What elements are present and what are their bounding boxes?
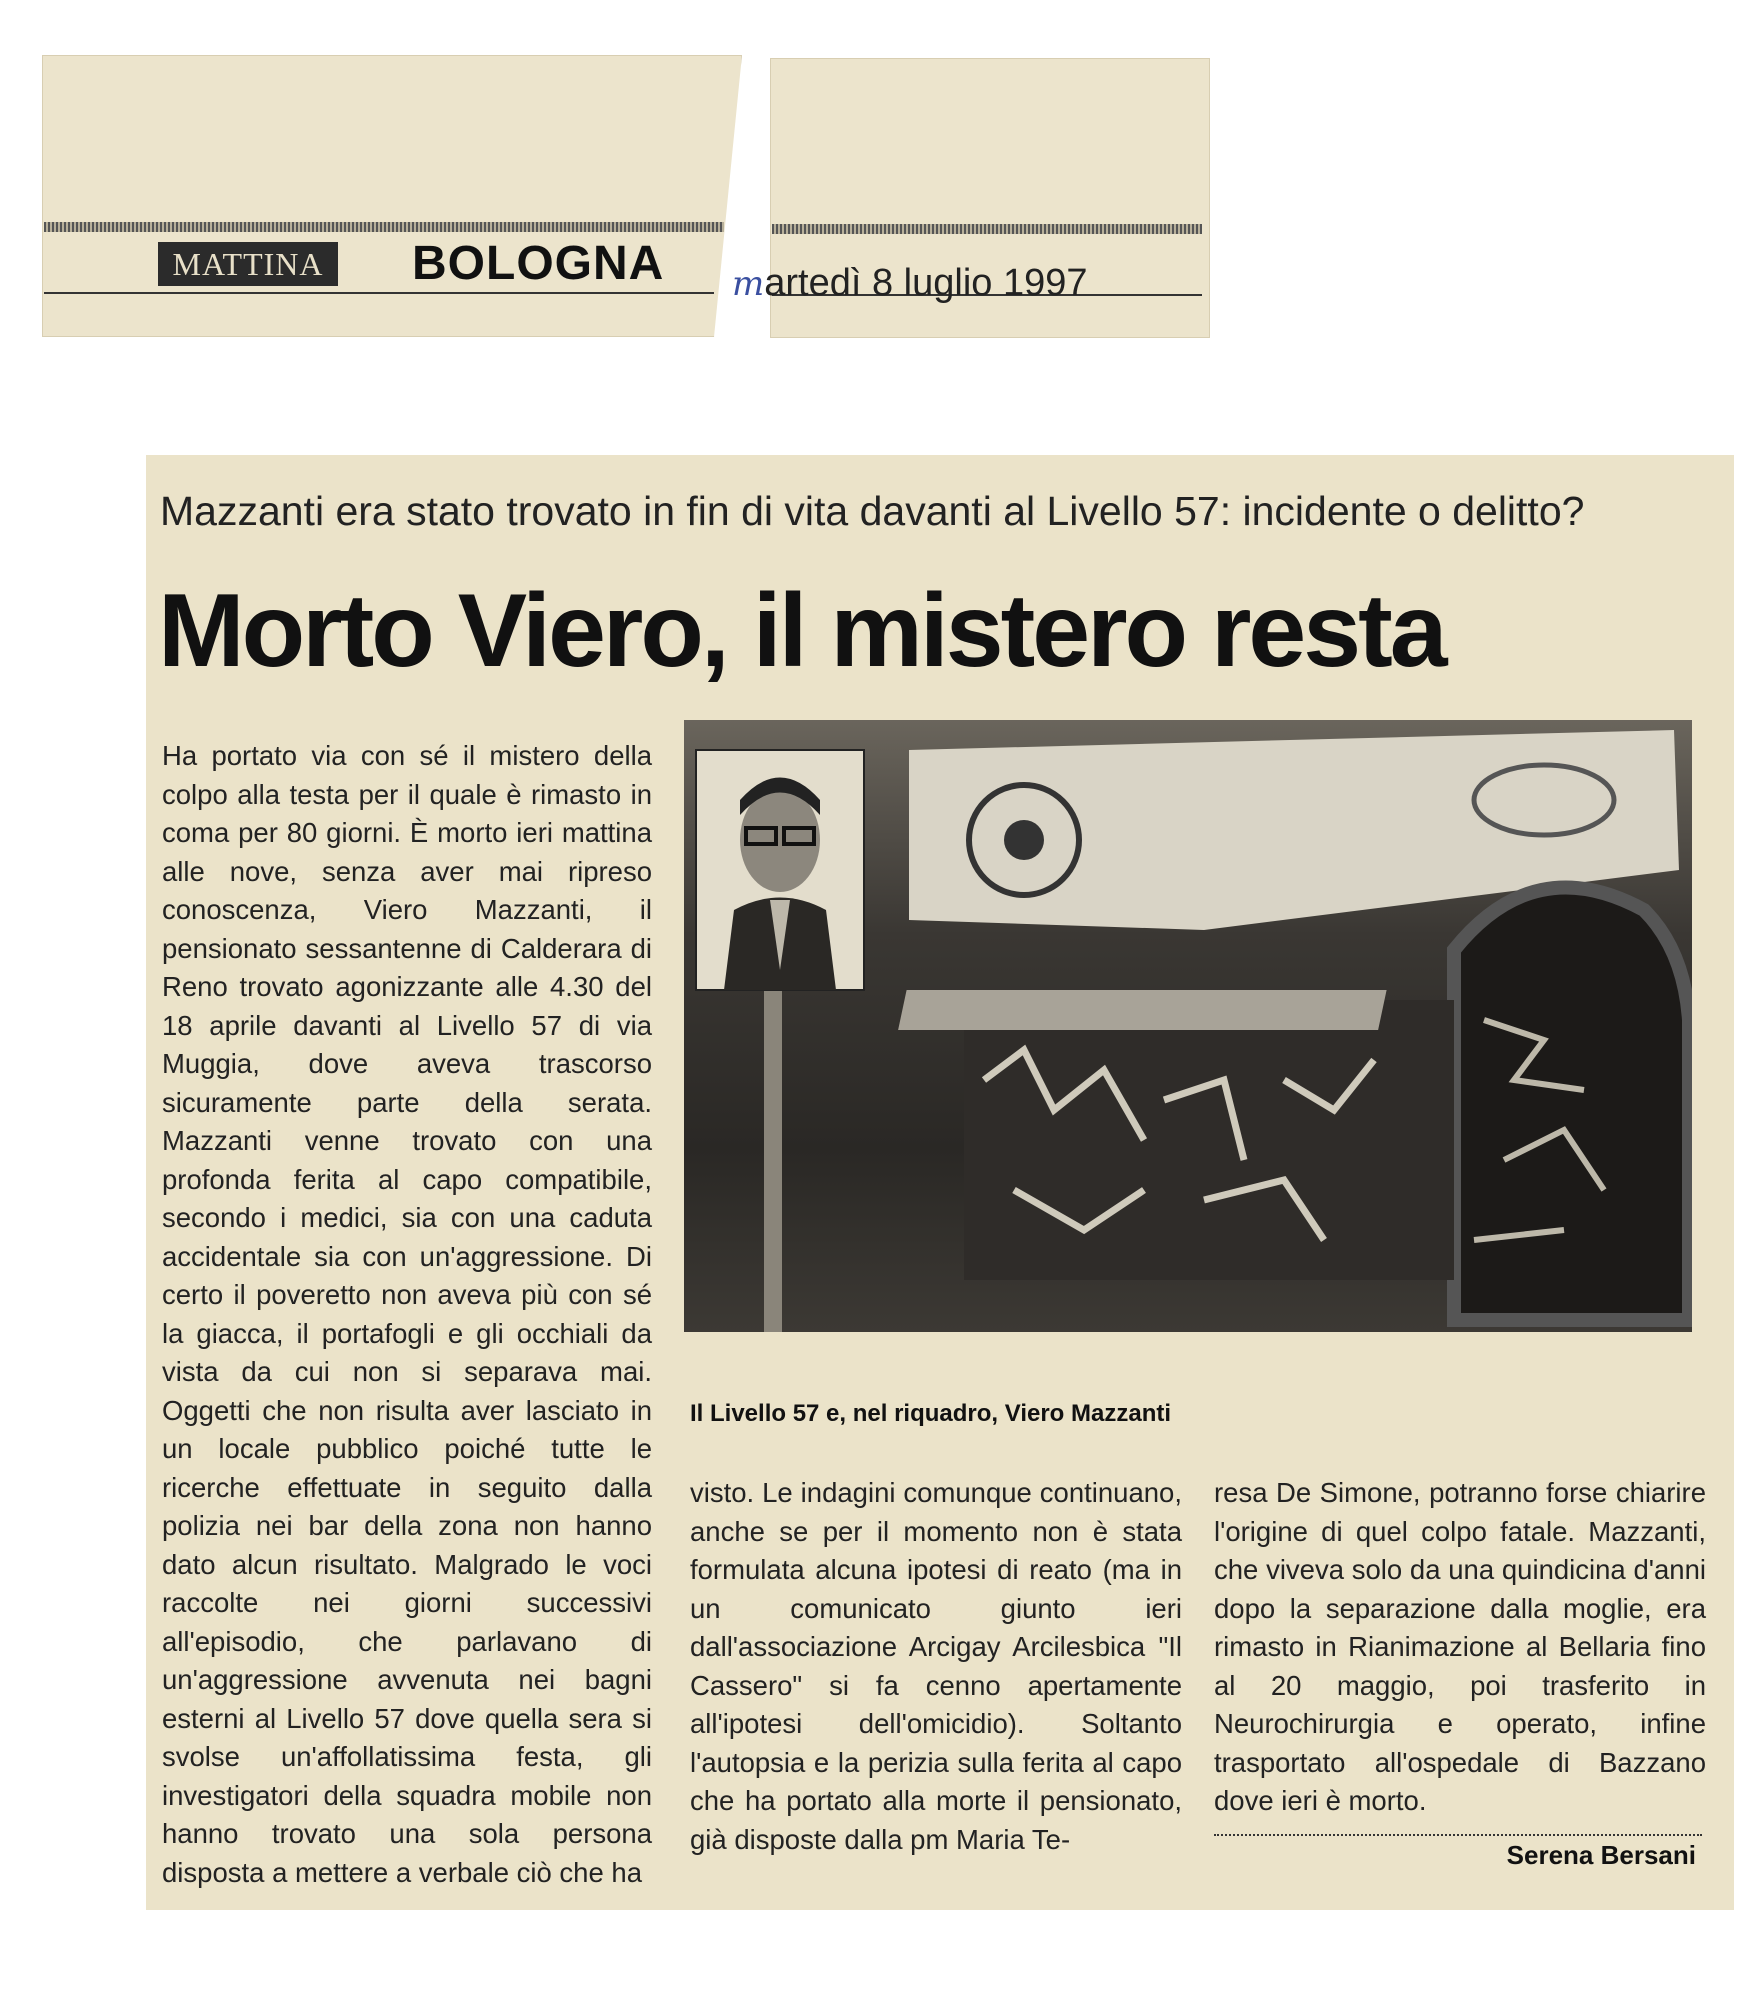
publication-date — [732, 262, 1088, 305]
banner-graphic — [1004, 820, 1044, 860]
section-city: BOLOGNA — [412, 237, 665, 290]
article-column-2 — [690, 1474, 1182, 1859]
masthead-rule — [772, 224, 1202, 234]
body-text: Ha portato via con sé il mistero della colpo alla testa per il quale è rimasto in coma per 80 giorni. È morto ieri mattina alle nove, senza aver mai ripreso conoscenza, Viero Mazzanti, il pensionato sessantenne di Calderara di Reno trovato agonizzante alle 4.30 del 18 aprile davanti al Livello 57 di via Muggia, dove aveva trascorso sicuramente parte della serata. Mazzanti venne trovato con una profonda ferita al capo compatibile, secondo i medici, sia con una caduta accidentale sia con un'aggressione. Di certo il poveretto non aveva più con sé la giacca, il portafogli e gli occhiali da vista da cui non si separava mai. Oggetti che non risulta aver lasciato in un locale pubblico poiché tutte le ricerche effettuate in seguito dalla polizia nei bar della zona non hanno dato alcun risultato. Malgrado le voci raccolte nei giorni successivi all'episodio, che parlavano di un'aggressione avvenuta nei bagni esterni al Livello 57 dove quella sera si svolse un'affollatissima festa, gli investigatori della squadra mobile non hanno trovato una sola persona disposta a mettere a verbale ciò che ha — [162, 740, 652, 1888]
article-byline: Serena Bersani — [1506, 1840, 1696, 1870]
article-column-3 — [1214, 1474, 1706, 1821]
article-column-1 — [162, 737, 652, 1892]
body-text: visto. Le indagini comunque continuano, anche se per il momento non è stata formulata alcuna ipotesi di reato (ma in un comunicato giunto ieri dall'associazione Arcigay Arcilesbica "Il Cassero" si fa cenno apertamente all'ipotesi dell'omicidio). Soltanto l'autopsia e la perizia sulla ferita al capo che ha portato alla morte il pensionato, già disposte dalla pm Maria Te- — [690, 1477, 1182, 1855]
article-photo — [684, 720, 1692, 1332]
kiosk-shape — [964, 1000, 1454, 1280]
masthead-underline — [44, 292, 714, 294]
arch-shape — [1454, 888, 1689, 1321]
newspaper-logo: MATTINA — [158, 242, 338, 286]
masthead-clipping-left — [42, 55, 742, 337]
portrait-face — [740, 788, 820, 892]
date-text: artedì 8 luglio 1997 — [764, 262, 1088, 304]
pole-shape — [764, 990, 782, 1332]
photo-illustration — [684, 720, 1692, 1332]
article-headline: Morto Viero, il mistero resta — [158, 573, 1445, 689]
body-text: resa De Simone, potranno forse chiarire l'origine di quel colpo fatale. Mazzanti, che viveva solo da una quindicina d'anni dopo la separazione dalla moglie, era rimasto in Rianimazione al Bellaria fino al 20 maggio, poi trasferito in Neurochirurgia e operato, infine trasportato all'ospedale di Bazzano dove ieri è morto. — [1214, 1477, 1706, 1816]
byline-separator — [1214, 1834, 1702, 1836]
article-kicker: Mazzanti era stato trovato in fin di vita davanti al Livello 57: incidente o delitto? — [160, 488, 1585, 534]
photo-caption: Il Livello 57 e, nel riquadro, Viero Mazzanti — [690, 1400, 1172, 1427]
masthead-rule — [44, 222, 724, 232]
date-initial: m — [732, 264, 765, 304]
kiosk-roof — [898, 990, 1387, 1030]
